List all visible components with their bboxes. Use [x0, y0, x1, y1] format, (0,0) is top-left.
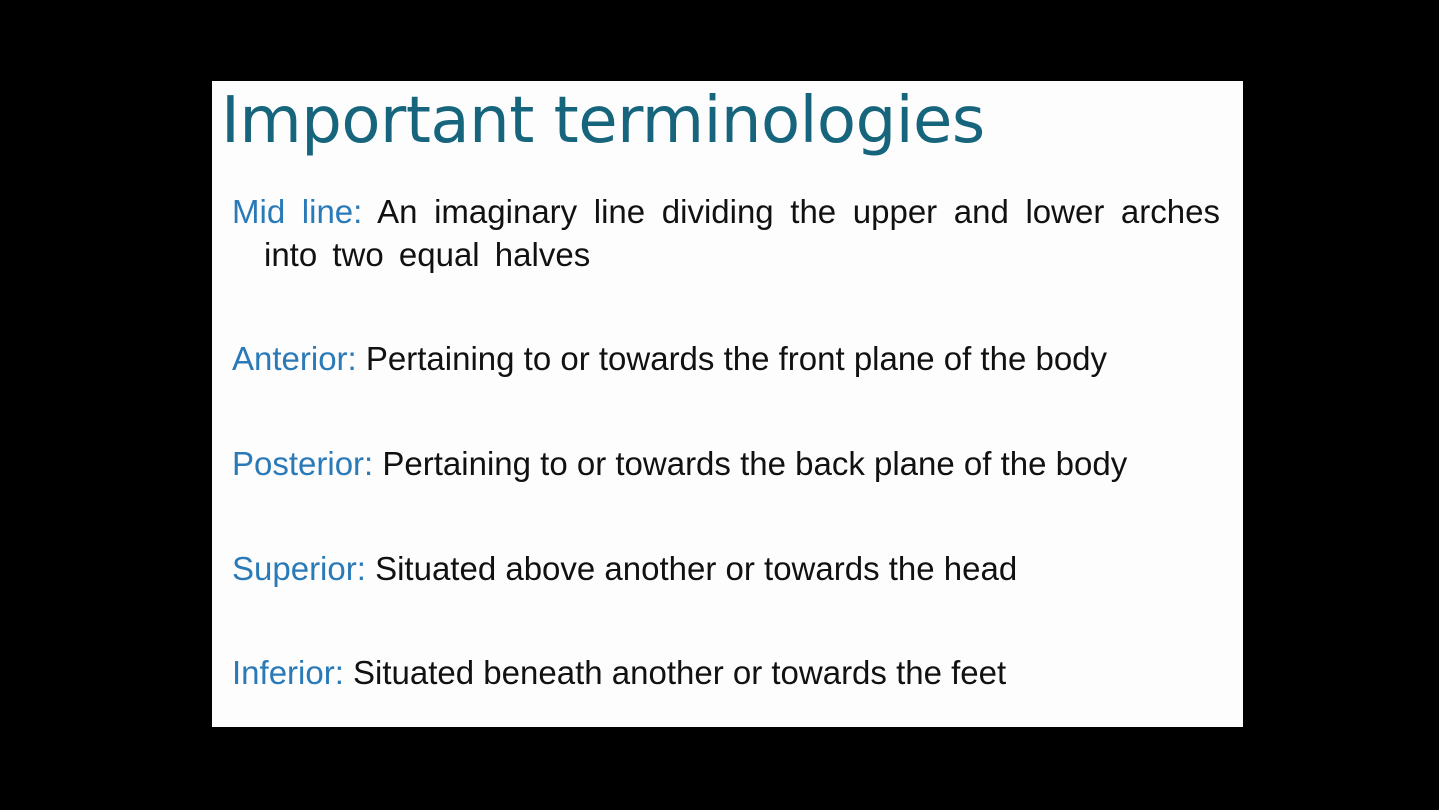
slide — [212, 81, 1243, 727]
term-name: Anterior: — [232, 340, 357, 377]
term-name: Superior: — [232, 550, 366, 587]
term-name: Inferior: — [232, 654, 344, 691]
term-definition: Pertaining to or towards the front plane of the body — [365, 340, 1108, 377]
term-posterior — [232, 442, 1220, 485]
term-superior — [232, 547, 1220, 590]
term-anterior — [232, 337, 1220, 380]
term-definition: Situated beneath another or towards the feet — [353, 654, 1007, 691]
slide-title: Important terminologies — [221, 84, 985, 158]
term-mid-line — [232, 190, 1220, 276]
term-inferior — [232, 651, 1220, 694]
term-name: Posterior: — [232, 445, 374, 482]
term-definition: An imaginary line dividing the upper and lower arches into two equal halves — [264, 193, 1220, 273]
term-definition: Pertaining to or towards the back plane of the body — [382, 445, 1128, 482]
term-definition: Situated above another or towards the head — [375, 550, 1018, 587]
term-name: Mid line: — [232, 193, 363, 230]
